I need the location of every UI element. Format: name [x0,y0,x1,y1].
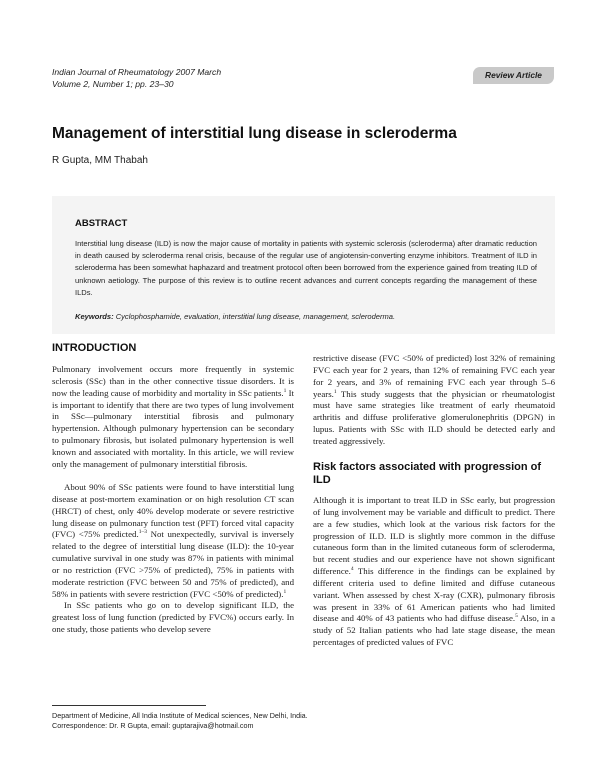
footnote-rule [52,705,206,706]
risk-factors-paragraph [313,495,555,649]
citation-ref: 4 [350,566,354,573]
intro-p2-text-cont: Not unexpectedly, survival is inversely related to the degree of interstitial lung disease (ILD): the 10-year cumulative survival in one study was 87% in patients with minimal or no restriction (FVC >75% of predicted), 75% in patients with moderate restriction (FVC between 50 and 75% of predicted), and 58% in patients with severe restriction (FVC <50% of predicted). [52,529,294,599]
citation-ref: 1 [283,588,287,595]
article-title: Management of interstitial lung disease in scleroderma [52,125,457,142]
keywords-list: Cyclophosphamide, evaluation, interstitial lung disease, management, scleroderma. [115,312,396,321]
journal-line-2: Volume 2, Number 1; pp. 23–30 [52,79,174,89]
article-type-badge: Review Article [473,67,554,84]
introduction-heading: INTRODUCTION [52,342,137,354]
risk-factors-heading: Risk factors associated with progression of ILD [313,461,542,486]
intro-paragraph-3-continued [313,353,555,448]
keywords-label: Keywords: [75,312,114,321]
intro-p3-cont-text: restrictive disease (FVC <50% of predicted) lost 32% of remaining FVC each year for 2 years, than 12% of remaining FVC each year for 2 years, and 3% of remaining FVC each year through 5–6 years. [313,353,555,399]
citation-ref: 1–3 [138,529,147,536]
intro-p1-text-cont: It is important to identify that there are two types of lung involvement in SSc—pulmonary interstitial fibrosis and pulmonary hypertension. Although pulmonary hypertension can be secondary to pulmonary fibrosis, but isolated pulmonary hypertension is well known and associated with mortality. In this article, we will review only the management of pulmonary interstitial fibrosis. [52,387,294,469]
intro-paragraphs-2-3 [52,482,294,636]
citation-ref: 5 [515,613,518,620]
affiliation: Department of Medicine, All India Institute of Medical sciences, New Delhi, India. [52,711,308,720]
correspondence: Correspondence: Dr. R Gupta, email: guptarajiva@hotmail.com [52,721,254,730]
intro-p1-text: Pulmonary involvement occurs more frequently in systemic sclerosis (SSc) than in the other connective tissue disorders. It is now the leading cause of morbidity and mortality in SSc patients. [52,364,294,398]
abstract-heading: ABSTRACT [75,218,128,229]
intro-p3-cont-text-b: This study suggests that the physician or rheumatologist must have same strategies like treatment of early rheumatoid arthritis and diffuse proliferative glomerulonephritis (DPGN) in lupus. Patients with SSc with ILD should be detected early and treated aggressively. [313,388,555,446]
citation-ref: 1 [333,388,337,395]
footnote [52,711,308,731]
abstract-text: Interstitial lung disease (ILD) is now the major cause of mortality in patients with systemic sclerosis (scleroderma) after dramatic reduction in death caused by scleroderma renal crisis, because of the regular use of angiotensin-converting enzyme inhibitors. Treatment of ILD in scleroderma has been somewhat haphazard and treatment protocol often been borrowed from the experience gained from treating ILD of unknown aetiology. The purpose of this review is to outline recent advances and current concepts regarding the management of these ILDs. [75,239,537,297]
risk-p1-text-b: This difference in the findings can be explained by different criteria used to define limited and diffuse cutaneous variant. When assessed by chest X-ray (CXR), pulmonary fibrosis was present in 33% of 61 American patients who had limited disease and 40% of 43 patients who had diffuse disease. [313,566,555,624]
risk-p1-text-c: Also, in a study of 52 Italian patients who had late stage disease, the mean percentages of predicted values of FVC [313,613,555,648]
citation-ref: 1 [283,387,287,394]
keywords [75,311,537,323]
risk-p1-text: Although it is important to treat ILD in SSc early, but progression of lung involvement may be variable and difficult to predict. There are a few studies, which look at the various risk factors for the progression of ILD. ILD is slightly more common in the diffuse cutaneous form than in the limited cutaneous form of scleroderma, but recent studies and our experience have not shown significant difference. [313,495,555,577]
intro-p3-text: In SSc patients who go on to develop significant ILD, the greatest loss of lung function (predicted by FVC%) occurs early. In one study, those patients who develop severe [52,600,294,635]
intro-p2-text: About 90% of SSc patients were found to have interstitial lung disease at post-mortem examination or on high resolution CT scan (HRCT) of chest, only 40% develop moderate or severe restrictive lung disease on pulmonary function test (PFT) forced vital capacity (FVC) <75% predicted. [52,482,294,540]
journal-line-1: Indian Journal of Rheumatology 2007 March [52,67,222,77]
authors: R Gupta, MM Thabah [52,155,148,166]
journal-citation [52,66,221,90]
intro-paragraph-1 [52,364,294,471]
